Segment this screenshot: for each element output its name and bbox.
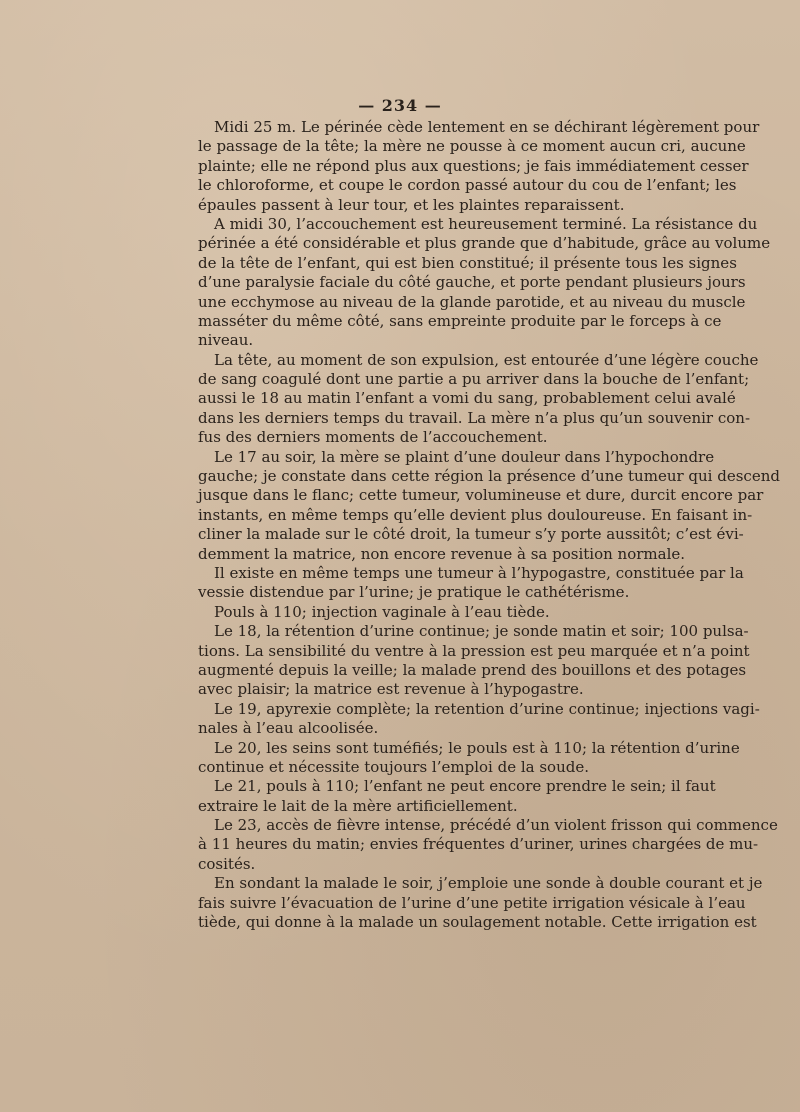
text-line: extraire le lait de la mère artificiellement. [198,796,518,815]
text-line: augmenté depuis la veille; la malade prend des bouillons et des potages [198,660,747,679]
text-line: dans les derniers temps du travail. La mère n’a plus qu’un souvenir con- [198,408,751,427]
text-line: cosités. [198,854,256,873]
body-text [198,118,780,932]
text-line: vessie distendue par l’urine; je pratique le cathétérisme. [198,583,630,602]
text-line: tions. La sensibilité du ventre à la pression est peu marquée et n’a point [198,641,750,660]
text-line: cliner la malade sur le côté droit, la tumeur s’y porte aussitôt; c’est évi- [198,525,744,544]
text-line: à 11 heures du matin; envies fréquentes d’uriner, urines chargées de mu- [198,835,759,854]
text-line: le chloroforme, et coupe le cordon passé autour du cou de l’enfant; les [198,176,737,195]
text-line: masséter du même côté, sans empreinte produite par le forceps à ce [198,311,722,330]
text-line: continue et nécessite toujours l’emploi de la soude. [198,757,589,776]
text-line: de la tête de l’enfant, qui est bien constitué; il présente tous les signes [198,253,737,272]
text-line: demment la matrice, non encore revenue à sa position normale. [198,544,686,563]
text-line: tiède, qui donne à la malade un soulagement notable. Cette irrigation est [198,913,757,932]
text-line: d’une paralysie faciale du côté gauche, et porte pendant plusieurs jours [198,273,746,292]
text-line: Pouls à 110; injection vaginale à l’eau tiède. [214,602,550,621]
page-number: — 234 — [358,96,442,115]
text-line: nales à l’eau alcoolisée. [198,719,379,738]
text-line: Le 21, pouls à 110; l’enfant ne peut encore prendre le sein; il faut [214,777,716,796]
text-line: Le 18, la rétention d’urine continue; je sonde matin et soir; 100 pulsa- [214,622,749,641]
text-line: le passage de la tête; la mère ne pousse à ce moment aucun cri, aucune [198,137,746,156]
text-line: fus des derniers moments de l’accouchement. [198,428,548,447]
text-line: aussi le 18 au matin l’enfant a vomi du sang, probablement celui avalé [198,389,736,408]
text-line: En sondant la malade le soir, j’emploie une sonde à double courant et je [214,874,763,893]
text-line: épaules passent à leur tour, et les plaintes reparaissent. [198,195,625,214]
text-line: Le 19, apyrexie complète; la retention d’urine continue; injections vagi- [214,699,760,718]
text-line: jusque dans le flanc; cette tumeur, volumineuse et dure, durcit encore par [198,486,764,505]
text-line: Le 20, les seins sont tuméfiés; le pouls est à 110; la rétention d’urine [214,738,740,757]
text-line: instants, en même temps qu’elle devient plus douloureuse. En faisant in- [198,505,753,524]
text-line: Midi 25 m. Le périnée cède lentement en se déchirant légèrement pour [214,118,760,136]
text-line: de sang coagulé dont une partie a pu arriver dans la bouche de l’enfant; [198,370,750,389]
text-line: une ecchymose au niveau de la glande parotide, et au niveau du muscle [198,292,746,311]
text-line: plainte; elle ne répond plus aux questions; je fais immédiatement cesser [198,156,749,175]
text-line: niveau. [198,331,254,350]
text-line: avec plaisir; la matrice est revenue à l’hypogastre. [198,680,584,699]
text-line: Le 17 au soir, la mère se plaint d’une douleur dans l’hypochondre [214,447,715,466]
text-line: Le 23, accès de fièvre intense, précédé d’un violent frisson qui commence [214,816,778,835]
text-line: périnée a été considérable et plus grande que d’habitude, grâce au volume [198,234,771,253]
text-line: gauche; je constate dans cette région la présence d’une tumeur qui descend [198,467,780,486]
text-line: Il existe en même temps une tumeur à l’hypogastre, constituée par la [214,563,744,582]
text-line: A midi 30, l’accouchement est heureusement terminé. La résistance du [214,214,758,233]
text-line: La tête, au moment de son expulsion, est entourée d’une légère couche [214,350,759,369]
text-line: fais suivre l’évacuation de l’urine d’une petite irrigation vésicale à l’eau [198,893,746,912]
